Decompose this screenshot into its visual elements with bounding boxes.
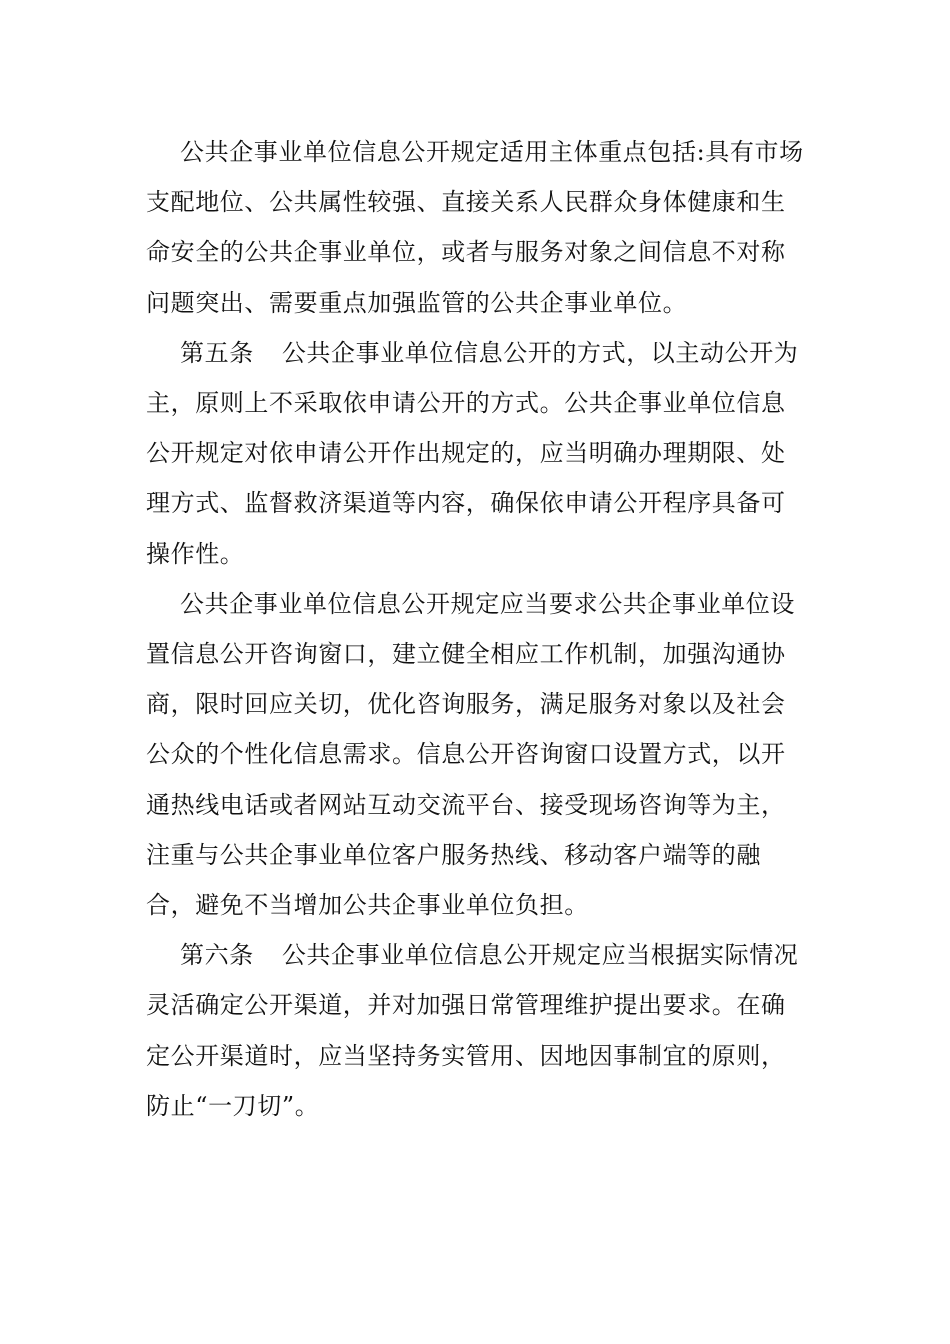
article-number: 第五条 <box>180 338 254 367</box>
paragraph-article-6 <box>146 930 806 1131</box>
paragraph-text: 公共企事业单位信息公开规定应当根据实际情况灵活确定公开渠道，并对加强日常管理维护提出要求。在确定公开渠道时，应当坚持务实管用、因地因事制宜的原则，防止“一刀切”。 <box>146 941 799 1120</box>
paragraph-text: 公共企事业单位信息公开的方式，以主动公开为主，原则上不采取依申请公开的方式。公共企事业单位信息公开规定对依申请公开作出规定的，应当明确办理期限、处理方式、监督救济渠道等内容，确保依申请公开程序具备可操作性。 <box>146 338 799 568</box>
paragraph-article-5 <box>146 328 806 579</box>
paragraph-text: 公共企事业单位信息公开规定适用主体重点包括:具有市场支配地位、公共属性较强、直接关系人民群众身体健康和生命安全的公共企事业单位，或者与服务对象之间信息不对称问题突出、需要重点加强监管的公共企事业单位。 <box>146 138 804 317</box>
article-number: 第六条 <box>180 941 254 970</box>
paragraph-scope <box>146 127 806 328</box>
paragraph-consultation-window <box>146 579 806 930</box>
document-body <box>146 127 806 1131</box>
paragraph-text: 公共企事业单位信息公开规定应当要求公共企事业单位设置信息公开咨询窗口，建立健全相应工作机制，加强沟通协商，限时回应关切，优化咨询服务，满足服务对象以及社会公众的个性化信息需求。信息公开咨询窗口设置方式，以开通热线电话或者网站互动交流平台、接受现场咨询等为主，注重与公共企事业单位客户服务热线、移动客户端等的融合，避免不当增加公共企事业单位负担。 <box>146 589 795 920</box>
